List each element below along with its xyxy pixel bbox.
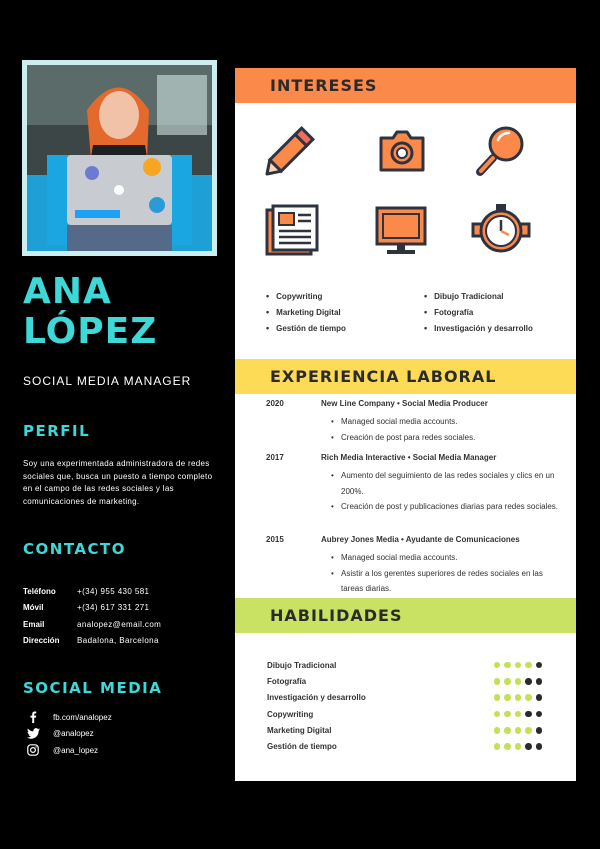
skill-dot-empty [536,662,543,669]
skill-row [267,690,542,706]
skill-dot-filled [504,694,511,701]
skill-dot-filled [494,694,501,701]
newspaper-icon [261,200,321,260]
skill-level-dots [494,694,543,701]
facebook-icon [23,711,43,723]
name-last: LÓPEZ [23,311,158,352]
contact-row-address [23,633,161,650]
profile-photo-illustration [27,65,212,251]
skill-name: Marketing Digital [267,725,332,735]
skill-dot-empty [536,678,543,685]
skill-dot-filled [515,727,522,734]
job-entry [266,535,566,597]
skill-dot-filled [494,662,501,669]
skill-dot-filled [504,678,511,685]
job-title: New Line Company • Social Media Producer [321,399,488,408]
skill-dot-filled [515,678,522,685]
skill-dot-empty [536,694,543,701]
skill-name: Gestión de tiempo [267,742,337,752]
social-media-heading: SOCIAL MEDIA [23,679,163,697]
skill-dot-filled [504,727,511,734]
contact-row-email [23,616,161,633]
skill-dot-empty [536,743,543,750]
intereses-heading: INTERESES [270,76,378,95]
twitter-handle[interactable]: @analopez [53,729,94,739]
skills-list [267,657,542,755]
intereses-list-right [424,288,533,336]
list-item: • Dibujo Tradicional [424,288,533,304]
list-item: • Copywriting [266,288,346,304]
skill-level-dots [494,727,543,734]
list-item: • Marketing Digital [266,304,346,320]
camera-icon [371,120,431,180]
watch-icon [471,200,531,260]
skill-dot-filled [494,678,501,685]
pencil-icon [261,120,321,180]
list-item: • Asistir a los gerentes superiores de redes sociales en las tareas diarias. [331,566,566,597]
skill-dot-filled [515,694,522,701]
list-item: • Gestión de tiempo [266,320,346,336]
skill-dot-filled [525,727,532,734]
list-item: • Creación de post y publicaciones diarias para redes sociales. [331,499,566,515]
skill-dot-filled [525,662,532,669]
skill-name: Fotografía [267,676,307,686]
skill-dot-filled [525,694,532,701]
habilidades-band [235,598,576,633]
social-row-instagram[interactable] [23,742,112,759]
social-row-facebook[interactable] [23,709,112,726]
skill-name: Copywriting [267,709,314,719]
right-panel [235,68,576,781]
name-first: ANA [23,271,112,312]
list-item: • Creación de post para redes sociales. [331,430,566,446]
intereses-list-left [266,288,346,336]
contacto-heading: CONTACTO [23,540,126,558]
skill-dot-empty [536,727,543,734]
experiencia-heading: EXPERIENCIA LABORAL [270,367,497,386]
contact-label: Móvil [23,603,44,613]
skill-dot-filled [515,743,522,750]
skill-level-dots [494,678,543,685]
job-bullets [331,550,566,597]
social-list [23,709,112,759]
address-value: Badalona, Barcelona [77,636,159,646]
skill-dot-filled [515,711,522,718]
skill-dot-filled [494,711,501,718]
job-entry [266,453,566,528]
skill-dot-filled [515,662,522,669]
skill-dot-empty [525,743,532,750]
perfil-heading: PERFIL [23,422,91,440]
social-row-twitter[interactable] [23,726,112,743]
job-bullets [331,468,566,515]
skill-dot-filled [494,743,501,750]
contact-label: Dirección [23,636,60,646]
candidate-name [23,272,157,352]
list-item: • Managed social media accounts. [331,414,566,430]
skill-dot-empty [525,711,532,718]
magnifier-icon [471,120,531,180]
contact-list [23,583,161,649]
perfil-text: Soy una experimentada administradora de redes sociales que, busca un puesto a tiempo completo en el campo de las redes sociales y las comunicaciones de marketing. [23,459,213,506]
intereses-band [235,68,576,103]
job-entry [266,399,566,447]
skill-level-dots [494,711,543,718]
job-year: 2015 [266,535,284,544]
job-title: Aubrey Jones Media • Ayudante de Comunicaciones [321,535,520,544]
facebook-handle[interactable]: fb.com/analopez [53,712,112,722]
skill-dot-filled [504,711,511,718]
profile-photo [27,65,212,251]
skill-dot-empty [536,711,543,718]
list-item: • Investigación y desarrollo [424,320,533,336]
profile-photo-frame [22,60,217,256]
skill-row [267,657,542,673]
skill-dot-filled [494,727,501,734]
list-item: • Aumento del seguimiento de las redes sociales y clics en un 200%. [331,468,566,499]
list-item: • Managed social media accounts. [331,550,566,566]
instagram-handle[interactable]: @ana_lopez [53,745,99,755]
job-bullets [331,414,566,445]
email-value[interactable]: analopez@email.com [77,619,162,629]
experiencia-band [235,359,576,394]
monitor-icon [371,200,431,260]
skill-level-dots [494,662,543,669]
skill-row [267,673,542,689]
skill-name: Dibujo Tradicional [267,660,337,670]
job-year: 2017 [266,453,284,462]
contact-row-mobile [23,600,161,617]
skill-level-dots [494,743,543,750]
skill-row [267,722,542,738]
skill-name: Investigación y desarrollo [267,693,366,703]
twitter-icon [23,728,43,739]
contact-row-phone [23,583,161,600]
contact-label: Teléfono [23,586,56,596]
skill-row [267,738,542,754]
list-item: • Fotografía [424,304,533,320]
skill-dot-filled [504,662,511,669]
contact-label: Email [23,619,45,629]
habilidades-heading: HABILIDADES [270,606,403,625]
mobile-value[interactable]: +(34) 617 331 271 [77,603,150,613]
instagram-icon [23,744,43,756]
job-year: 2020 [266,399,284,408]
phone-value[interactable]: +(34) 955 430 581 [77,586,150,596]
skill-dot-filled [504,743,511,750]
job-title: SOCIAL MEDIA MANAGER [23,374,192,388]
skill-dot-empty [525,678,532,685]
job-title: Rich Media Interactive • Social Media Manager [321,453,497,462]
skill-row [267,706,542,722]
